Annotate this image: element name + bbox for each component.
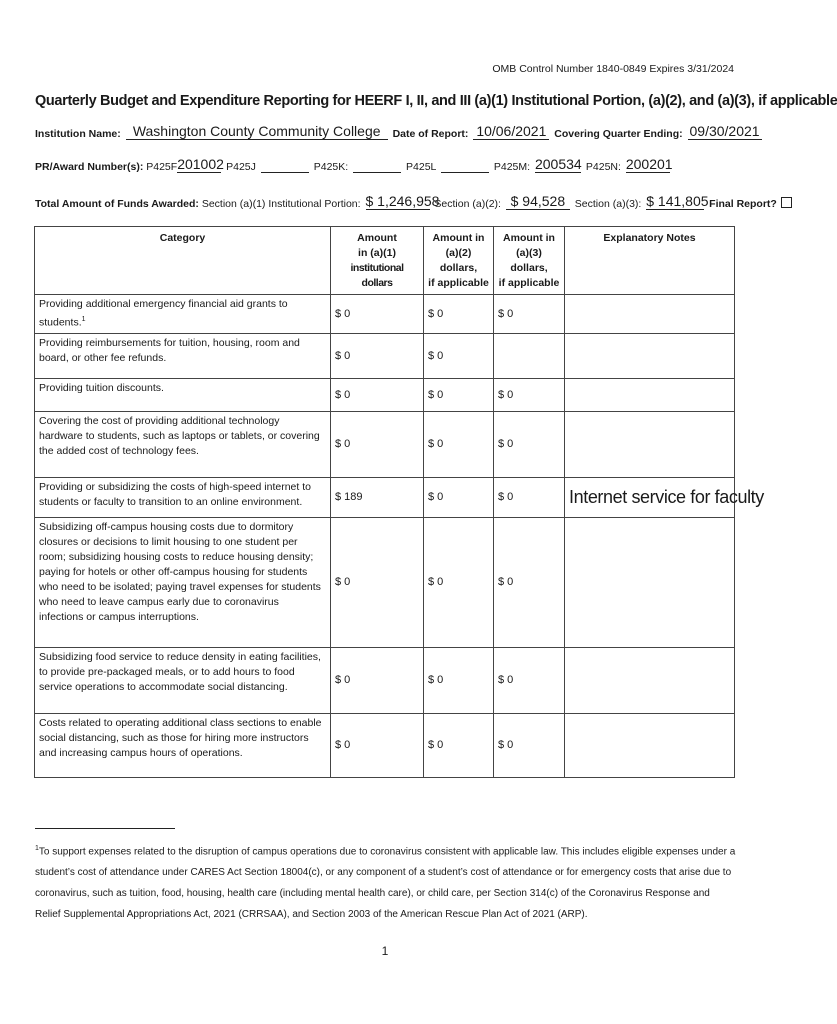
header-a2-line-2: (a)(2) dollars, xyxy=(439,247,478,274)
total-funds-line xyxy=(35,193,792,215)
p425f-label: P425F xyxy=(146,161,178,173)
row-5-notes[interactable]: Internet service for faculty xyxy=(565,477,735,517)
table-row xyxy=(35,477,735,517)
table-row xyxy=(35,378,735,411)
table-row xyxy=(35,411,735,477)
section-a2-label: Section (a)(2): xyxy=(434,198,501,210)
table-row xyxy=(35,333,735,378)
institution-line xyxy=(35,123,764,145)
header-a1 xyxy=(331,227,424,295)
row-7-category: Subsidizing food service to reduce density in eating facilities, to provide pre-packaged meals, or to add hours to food service operations to accommodate social distancing. xyxy=(35,647,331,713)
row-6-a1[interactable]: $ 0 xyxy=(331,517,424,647)
row-3-notes[interactable] xyxy=(565,378,735,411)
row-6-category: Subsidizing off-campus housing costs due to dormitory closures or decisions to limit housing to one student per room; subsidizing housing costs to reduce housing density; paying for hotels or other off-campus housing for students who need to be isolated; paying travel expenses for students who need to leave campus early due to coronavirus infections or campus interruptions. xyxy=(35,517,331,647)
row-3-category: Providing tuition discounts. xyxy=(35,378,331,411)
date-of-report-field[interactable]: 10/06/2021 xyxy=(473,123,549,140)
row-3-a1[interactable]: $ 0 xyxy=(331,378,424,411)
header-a1-line-2: in (a)(1) xyxy=(358,247,396,259)
row-7-a1[interactable]: $ 0 xyxy=(331,647,424,713)
section-a1-field[interactable]: $ 1,246,958 xyxy=(365,193,440,209)
footnote-text: To support expenses related to the disruption of campus operations due to coronavirus consistent with applicable law. This includes eligible expenses under a student’s cost of attendance under CARES Act Section 18004(c), or any component of a student’s cost of attendance or for emergency costs that arise due to coronavirus, such as tuition, food, housing, health care (including mental health care), or child care, per Section 314(c) of the Coronavirus Response and Relief Supplemental Appropriations Act, 2021 (CRRSAA), and Section 2003 of the American Rescue Plan Act of 2021 (ARP). xyxy=(35,846,736,921)
award-numbers-line xyxy=(35,156,672,178)
row-7-notes[interactable] xyxy=(565,647,735,713)
table-header-row xyxy=(35,227,735,295)
final-report-checkbox[interactable] xyxy=(781,197,792,208)
row-4-a1[interactable]: $ 0 xyxy=(331,411,424,477)
row-4-category: Covering the cost of providing additional technology hardware to students, such as laptops or tablets, or covering the added cost of technology fees. xyxy=(35,411,331,477)
section-a3-label: Section (a)(3): xyxy=(574,198,642,210)
p425f-field[interactable]: 201002 xyxy=(177,156,224,172)
header-a2-line-3: if applicable xyxy=(428,277,489,289)
row-4-notes[interactable] xyxy=(565,411,735,477)
row-2-a3[interactable] xyxy=(494,333,565,378)
footnote-divider xyxy=(35,828,175,829)
row-7-a2[interactable]: $ 0 xyxy=(424,647,494,713)
row-8-a1[interactable]: $ 0 xyxy=(331,713,424,777)
header-category: Category xyxy=(35,227,331,295)
row-3-a3[interactable]: $ 0 xyxy=(494,378,565,411)
p425l-label: P425L xyxy=(406,161,437,173)
header-a2 xyxy=(424,227,494,295)
row-1-a2[interactable]: $ 0 xyxy=(424,295,494,334)
row-1-a1[interactable]: $ 0 xyxy=(331,295,424,334)
row-7-a3[interactable]: $ 0 xyxy=(494,647,565,713)
row-8-category: Costs related to operating additional class sections to enable social distancing, such as those for hiring more instructors and increasing campus hours of operations. xyxy=(35,713,331,777)
row-8-notes[interactable] xyxy=(565,713,735,777)
footnote-ref: 1 xyxy=(81,316,86,323)
date-of-report-label: Date of Report: xyxy=(392,128,469,140)
section-a3-field[interactable]: $ 141,805 xyxy=(646,193,709,209)
header-a3-line-3: if applicable xyxy=(498,277,560,289)
row-4-a2[interactable]: $ 0 xyxy=(424,411,494,477)
p425m-label: P425M: xyxy=(493,161,531,173)
row-8-a2[interactable]: $ 0 xyxy=(424,713,494,777)
header-a3-line-1: Amount in xyxy=(503,232,555,244)
p425k-label: P425K: xyxy=(313,161,349,173)
section-a1-label: Section (a)(1) Institutional Portion: xyxy=(201,198,361,210)
row-1-a3[interactable]: $ 0 xyxy=(494,295,565,334)
row-5-a3[interactable]: $ 0 xyxy=(494,477,565,517)
section-a2-field[interactable]: $ 94,528 xyxy=(506,193,570,210)
footnote-marker: 1 xyxy=(35,845,39,852)
page-title: Quarterly Budget and Expenditure Reporting for HEERF I, II, and III (a)(1) Institutional Portion, (a)(2), and (a)(3), if applicable xyxy=(35,93,837,109)
row-3-a2[interactable]: $ 0 xyxy=(424,378,494,411)
row-6-notes[interactable] xyxy=(565,517,735,647)
table-row xyxy=(35,295,735,334)
header-a1-line-1: Amount xyxy=(357,232,397,244)
page-number: 1 xyxy=(381,944,389,958)
header-a2-line-1: Amount in xyxy=(432,232,485,244)
row-6-a3[interactable]: $ 0 xyxy=(494,517,565,647)
total-funds-label: Total Amount of Funds Awarded: xyxy=(35,198,199,210)
table-row xyxy=(35,647,735,713)
p425l-field[interactable] xyxy=(441,172,489,173)
row-2-category: Providing reimbursements for tuition, housing, room and board, or other fee refunds. xyxy=(35,333,331,378)
p425j-label: P425J xyxy=(226,161,256,173)
row-5-a2[interactable]: $ 0 xyxy=(424,477,494,517)
institution-name-field[interactable]: Washington County Community College xyxy=(126,123,388,140)
row-1-category-text: Providing additional emergency financial aid grants to students. xyxy=(39,298,288,329)
omb-control-number: OMB Control Number 1840-0849 Expires 3/31/2024 xyxy=(492,63,734,75)
row-5-a1[interactable]: $ 189 xyxy=(331,477,424,517)
row-2-a2[interactable]: $ 0 xyxy=(424,333,494,378)
table-row xyxy=(35,517,735,647)
row-2-a1[interactable]: $ 0 xyxy=(331,333,424,378)
row-4-a3[interactable]: $ 0 xyxy=(494,411,565,477)
p425k-field[interactable] xyxy=(353,172,401,173)
table-row xyxy=(35,713,735,777)
p425m-field[interactable]: 200534 xyxy=(534,156,582,172)
row-1-notes[interactable] xyxy=(565,295,735,334)
award-numbers-label: PR/Award Number(s): xyxy=(35,161,144,173)
footnote xyxy=(35,838,737,925)
header-a3-line-2: (a)(3) dollars, xyxy=(510,247,548,274)
header-a1-line-3: institutional dollars xyxy=(350,262,404,289)
p425n-label: P425N: xyxy=(585,161,621,173)
row-6-a2[interactable]: $ 0 xyxy=(424,517,494,647)
final-report-label: Final Report? xyxy=(709,198,777,210)
header-a3 xyxy=(494,227,565,295)
row-1-category xyxy=(35,295,331,334)
covering-quarter-label: Covering Quarter Ending: xyxy=(554,128,683,140)
p425j-field[interactable] xyxy=(261,172,309,173)
row-8-a3[interactable]: $ 0 xyxy=(494,713,565,777)
row-2-notes[interactable] xyxy=(565,333,735,378)
p425n-field[interactable]: 200201 xyxy=(625,156,673,172)
covering-quarter-field[interactable]: 09/30/2021 xyxy=(689,123,760,139)
institution-name-label: Institution Name: xyxy=(35,128,121,140)
row-5-category: Providing or subsidizing the costs of high-speed internet to students or faculty to transition to an online environment. xyxy=(35,477,331,517)
header-notes: Explanatory Notes xyxy=(565,227,735,295)
expenditure-table xyxy=(34,226,764,778)
